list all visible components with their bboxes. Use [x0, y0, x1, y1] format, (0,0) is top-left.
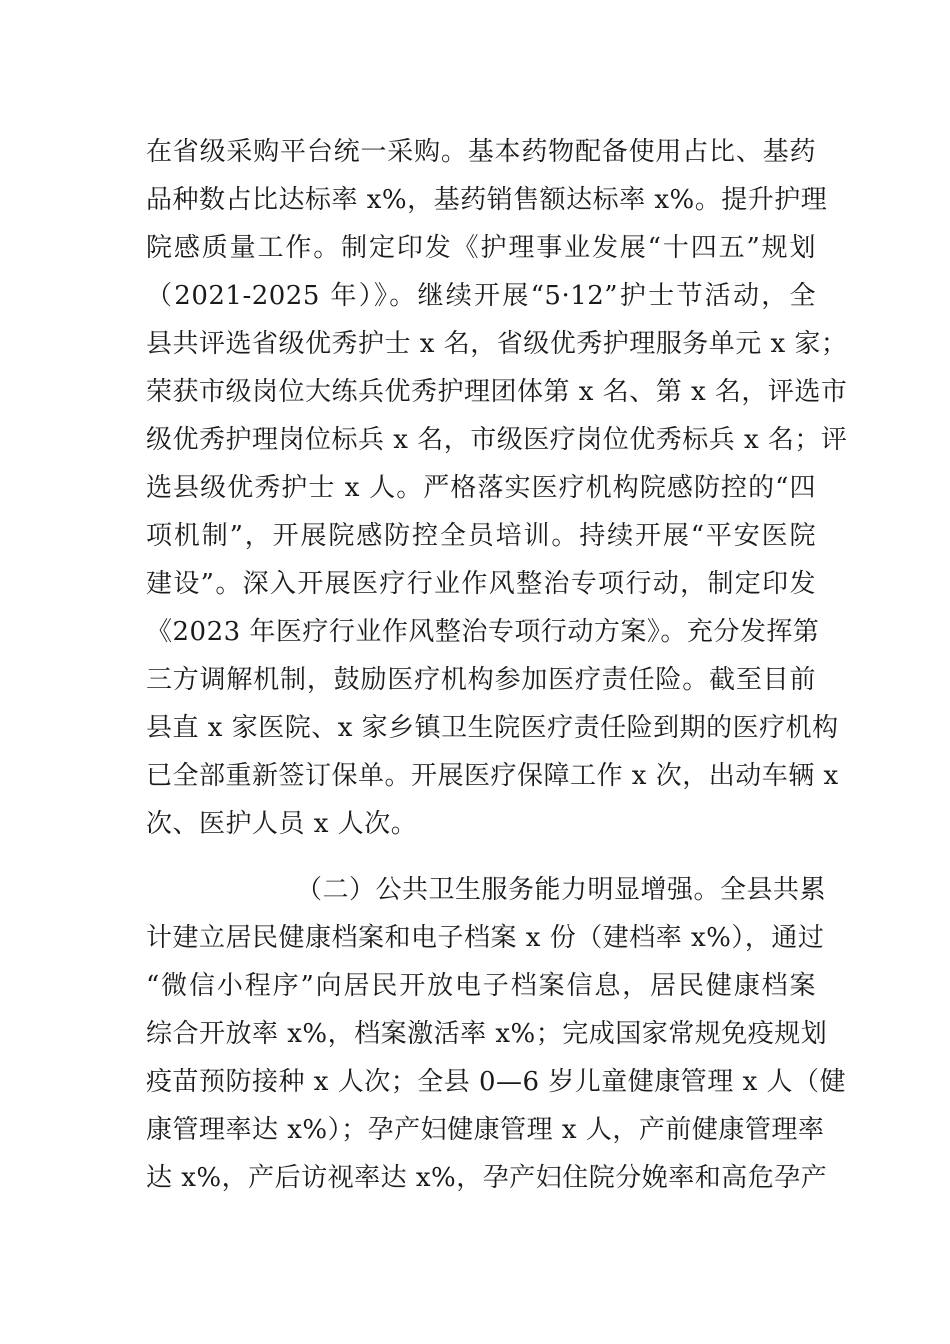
paragraph-line: 建设”。深入开展医疗行业作风整治专项行动，制定印发	[146, 569, 816, 599]
paragraph-line: 品种数占比达标率 x%，基药销售额达标率 x%。提升护理	[146, 185, 828, 215]
paragraph-line: 计建立居民健康档案和电子档案 x 份（建档率 x%），通过	[146, 923, 825, 953]
paragraph-line: 荣获市级岗位大练兵优秀护理团体第 x 名、第 x 名，评选市	[146, 377, 848, 407]
paragraph-line: 选县级优秀护士 x 人。严格落实医疗机构院感防控的“四	[146, 473, 816, 503]
paragraph-line: 康管理率达 x%）；孕产妇健康管理 x 人，产前健康管理率	[146, 1115, 825, 1145]
paragraph-line: 三方调解机制，鼓励医疗机构参加医疗责任险。截至目前	[146, 665, 816, 695]
paragraph-line: （2021-2025 年）》。继续开展“5·12”护士节活动，全	[146, 281, 816, 311]
paragraph-line: 次、医护人员 x 人次。	[146, 809, 418, 839]
paragraph-line: 县直 x 家医院、x 家乡镇卫生院医疗责任险到期的医疗机构	[146, 713, 839, 743]
paragraph-line: （二）公共卫生服务能力明显增强。全县共累	[296, 875, 827, 905]
paragraph-line: 《2023 年医疗行业作风整治专项行动方案》。充分发挥第	[146, 617, 820, 647]
paragraph-line: 院感质量工作。制定印发《护理事业发展“十四五”规划	[146, 233, 816, 263]
paragraph-line: 项机制”，开展院感防控全员培训。持续开展“平安医院	[146, 521, 816, 551]
paragraph-line: 级优秀护理岗位标兵 x 名，市级医疗岗位优秀标兵 x 名；评	[146, 425, 848, 455]
paragraph-line: “微信小程序”向居民开放电子档案信息，居民健康档案	[146, 971, 816, 1001]
paragraph-line: 在省级采购平台统一采购。基本药物配备使用占比、基药	[146, 137, 816, 167]
paragraph-line: 达 x%，产后访视率达 x%，孕产妇住院分娩率和高危孕产	[146, 1163, 828, 1193]
paragraph-line: 县共评选省级优秀护士 x 名，省级优秀护理服务单元 x 家；	[146, 329, 848, 359]
paragraph-line: 疫苗预防接种 x 人次；全县 0—6 岁儿童健康管理 x 人（健	[146, 1067, 846, 1097]
paragraph-line: 已全部重新签订保单。开展医疗保障工作 x 次，出动车辆 x	[146, 761, 839, 791]
paragraph-line: 综合开放率 x%，档案激活率 x%；完成国家常规免疫规划	[146, 1019, 828, 1049]
